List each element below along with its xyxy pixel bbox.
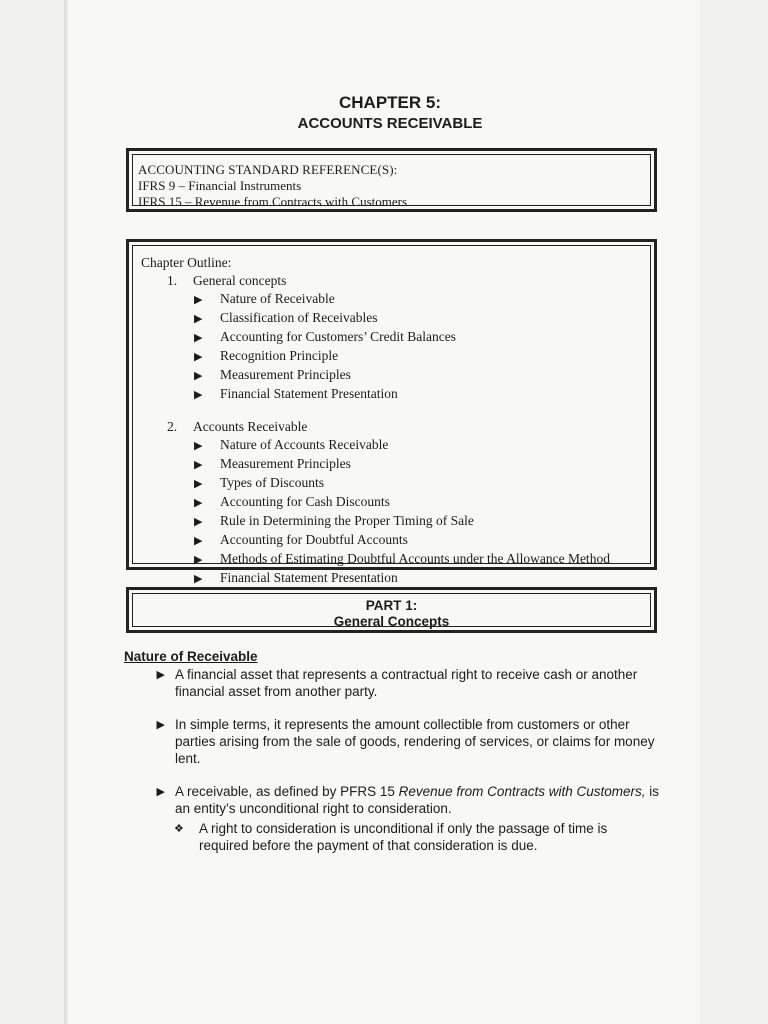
chapter-number: CHAPTER 5: (338, 93, 441, 112)
list-item-label: Recognition Principle (220, 348, 339, 363)
triangle-right-icon: ▶ (194, 293, 203, 306)
nature-of-receivable-section (124, 648, 660, 854)
chapter-outline-box (126, 239, 657, 585)
triangle-right-icon: ▶ (156, 668, 165, 681)
triangle-right-icon: ▶ (194, 369, 203, 382)
outline-list (141, 290, 644, 404)
triangle-right-icon: ▶ (194, 331, 203, 344)
list-item (194, 436, 644, 455)
part-heading-box (126, 587, 657, 633)
triangle-right-icon: ▶ (194, 312, 203, 325)
list-item-label: Types of Discounts (220, 475, 325, 490)
bullet-point (124, 716, 660, 767)
outline-section-number: 1. (167, 273, 178, 288)
list-item-label: Nature of Receivable (220, 291, 335, 306)
outline-heading: Chapter Outline: (141, 255, 232, 270)
list-item (194, 455, 644, 474)
list-item (194, 493, 644, 512)
list-item (194, 550, 644, 569)
list-item (194, 309, 644, 328)
list-item-label: Financial Statement Presentation (220, 570, 398, 585)
reference-item: IFRS 9 – Financial Instruments (138, 178, 302, 193)
bullet-text: A financial asset that represents a contractual right to receive cash or another financial asset from another party. (175, 667, 638, 699)
standard-title: Revenue from Contracts with Customers, (398, 784, 646, 799)
list-item (194, 385, 644, 404)
list-item-label: Accounting for Doubtful Accounts (220, 532, 408, 547)
bullet-point (124, 666, 660, 700)
outline-section-title (141, 272, 644, 290)
chapter-heading (120, 92, 660, 134)
list-item (194, 474, 644, 493)
list-item (194, 347, 644, 366)
list-item-label: Methods of Estimating Doubtful Accounts under the Allowance Method (220, 551, 610, 566)
bullet-text-part: A receivable, as defined by PFRS 15 (175, 784, 399, 799)
triangle-right-icon: ▶ (156, 718, 165, 731)
section-heading: Nature of Receivable (124, 649, 258, 664)
triangle-right-icon: ▶ (194, 496, 203, 509)
chapter-title: ACCOUNTS RECEIVABLE (297, 115, 483, 132)
triangle-right-icon: ▶ (156, 785, 165, 798)
list-item-label: Financial Statement Presentation (220, 386, 398, 401)
part-title: General Concepts (333, 614, 450, 629)
list-item-label: Accounting for Customers’ Credit Balances (220, 329, 456, 344)
list-item-label: Accounting for Cash Discounts (220, 494, 390, 509)
bullet-text: In simple terms, it represents the amount collectible from customers or other parties arising from the sale of goods, rendering of services, or claims for money lent. (175, 717, 655, 766)
triangle-right-icon: ▶ (194, 477, 203, 490)
list-item (194, 512, 644, 531)
bullet-text-part: is an entity’s unconditional right to consideration. (175, 784, 659, 816)
list-item (194, 531, 644, 550)
bullet-text (175, 783, 660, 817)
list-item (194, 290, 644, 309)
list-item (194, 569, 644, 588)
diamond-bullet-icon: ❖ (174, 822, 184, 835)
outline-section-number: 2. (167, 419, 178, 434)
reference-item: IFRS 15 – Revenue from Contracts with Customers (138, 194, 408, 209)
triangle-right-icon: ▶ (194, 388, 203, 401)
triangle-right-icon: ▶ (194, 350, 203, 363)
list-item-label: Measurement Principles (220, 456, 351, 471)
list-item (194, 366, 644, 385)
outline-section-title (141, 418, 644, 436)
triangle-right-icon: ▶ (194, 439, 203, 452)
reference-heading: ACCOUNTING STANDARD REFERENCE(S): (138, 162, 398, 177)
triangle-right-icon: ▶ (194, 553, 203, 566)
bullet-point (124, 783, 660, 817)
triangle-right-icon: ▶ (194, 458, 203, 471)
list-item-label: Classification of Receivables (220, 310, 378, 325)
list-item-label: Rule in Determining the Proper Timing of Sale (220, 513, 474, 528)
triangle-right-icon: ▶ (194, 534, 203, 547)
outline-section-label: General concepts (193, 273, 287, 288)
triangle-right-icon: ▶ (194, 515, 203, 528)
triangle-right-icon: ▶ (194, 572, 203, 585)
list-item (194, 328, 644, 347)
outline-list (141, 436, 644, 588)
list-item-label: Nature of Accounts Receivable (220, 437, 389, 452)
sub-bullet-text: A right to consideration is unconditional if only the passage of time is required before the payment of that consideration is due. (199, 821, 608, 853)
sub-bullet-point (124, 820, 660, 854)
standard-reference-box (126, 148, 657, 212)
list-item-label: Measurement Principles (220, 367, 351, 382)
outline-section-label: Accounts Receivable (193, 419, 308, 434)
part-label: PART 1: (365, 598, 418, 613)
